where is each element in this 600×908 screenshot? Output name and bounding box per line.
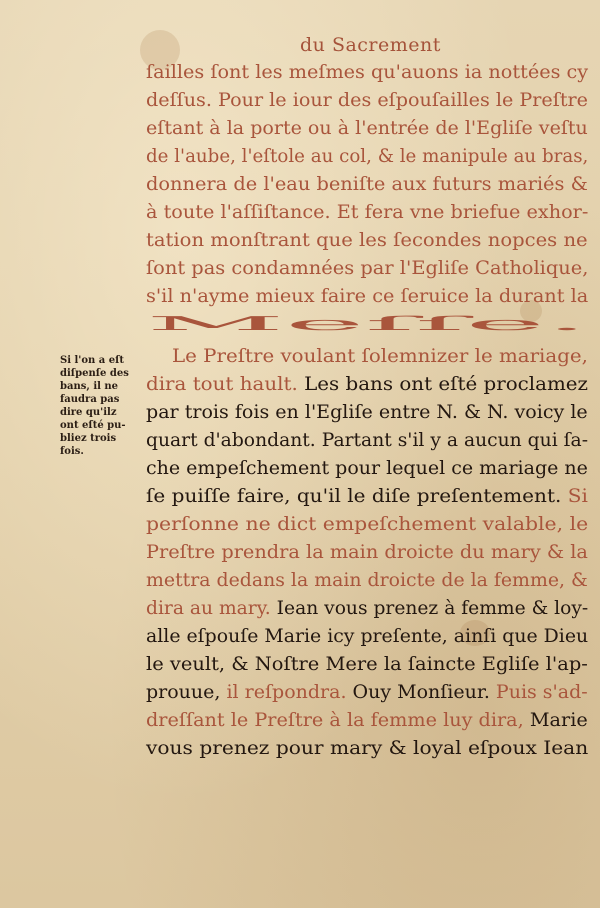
text-line: mettra dedans la main droicte de la femme, & xyxy=(146,569,588,591)
text-line: dreſſant le Preſtre à la femme luy dira, Marie xyxy=(146,709,588,731)
text-line: le veult, & Noſtre Mere la ſaincte Egliſe l'ap- xyxy=(146,653,588,675)
text-line: prouue, il reſpondra. Ouy Monſieur. Puis s'ad- xyxy=(146,681,588,703)
text-line: Meſſe. xyxy=(146,313,589,335)
text-line: che empeſchement pour lequel ce mariage ne xyxy=(146,457,588,479)
text-line: alle eſpouſe Marie icy preſente, ainſi que Dieu xyxy=(146,625,589,647)
margin-note-line: diſpenſe des xyxy=(60,368,129,379)
margin-note-line: fois. xyxy=(60,446,84,457)
text-line: ſe puiſſe faire, qu'il le diſe preſentement. Si xyxy=(146,485,588,507)
margin-note-line: bans, il ne xyxy=(60,381,119,392)
text-line: ſont pas condamnées par l'Egliſe Catholique, xyxy=(146,257,589,279)
text-line: donnera de l'eau beniſte aux futurs mariés & xyxy=(146,173,588,195)
text-line: par trois fois en l'Egliſe entre N. & N. voicy le xyxy=(146,401,588,423)
margin-note-line: Si l'on a eſt xyxy=(60,355,125,366)
text-line: perſonne ne dict empeſchement valable, le xyxy=(146,513,589,535)
text-line: de l'aube, l'eſtole au col, & le manipule au bras, xyxy=(146,145,589,167)
margin-note-line: faudra pas xyxy=(60,394,120,405)
margin-note xyxy=(60,354,144,458)
text-line: deſſus. Pour le iour des eſpouſailles le Preſtre xyxy=(146,89,588,111)
running-head: du Sacrement xyxy=(300,34,441,56)
text-line: ſailles ſont les meſmes qu'auons ia nottées cy xyxy=(146,61,589,83)
text-line: Preſtre prendra la main droicte du mary & la xyxy=(146,541,588,563)
margin-note-line: bliez trois xyxy=(60,433,117,444)
text-line: quart d'abondant. Partant s'il y a aucun qui ſa- xyxy=(146,429,589,451)
text-line: s'il n'ayme mieux faire ce ſeruice la durant la xyxy=(146,285,589,307)
text-line: dira au mary. Iean vous prenez à femme & loy- xyxy=(146,597,589,619)
text-line: eſtant à la porte ou à l'entrée de l'Egliſe veſtu xyxy=(146,117,588,139)
text-line: dira tout hault. Les bans ont eſté proclamez xyxy=(146,373,588,395)
text-line: Le Preſtre voulant ſolemnizer le mariage, xyxy=(172,345,588,367)
margin-note-line: dire qu'ilz xyxy=(60,407,117,418)
text-line: tation monſtrant que les ſecondes nopces ne xyxy=(146,229,588,251)
text-line: vous prenez pour mary & loyal eſpoux Iean xyxy=(146,737,589,759)
margin-note-line: ont eſté pu- xyxy=(60,420,126,431)
text-line: à toute l'aſſiſtance. Et fera vne briefue exhor- xyxy=(146,201,589,223)
